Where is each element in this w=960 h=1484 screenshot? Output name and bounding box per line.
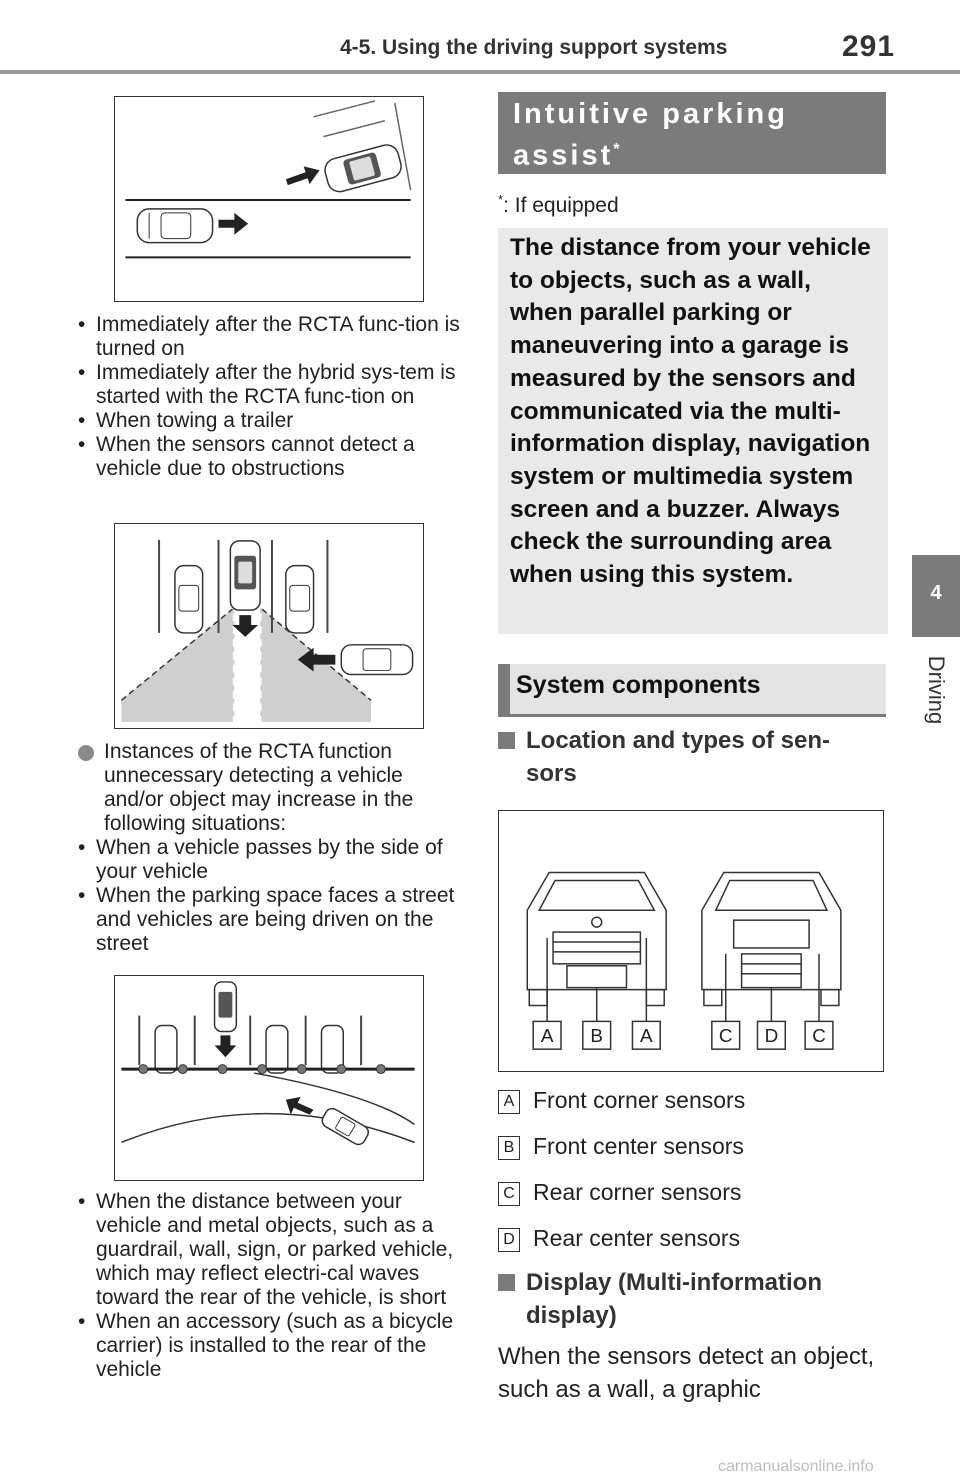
legend-label: Rear corner sensors [533,1179,742,1205]
list-item: • When an accessory (such as a bicycle carrier) is installed to the rear of the vehicle [78,1310,468,1382]
figure-label: A [640,1025,653,1047]
vehicle-rear-view [702,873,841,1006]
section-title: 4-5. Using the driving support systems [340,36,728,59]
list-item: • When the sensors cannot detect a vehicle due to obstructions [78,433,468,481]
figure-backing-out-drawing [115,97,423,301]
car-top-view-moving [320,1106,371,1147]
figure-street-parking-drawing [115,976,423,1180]
body-text: When the sensors detect an object, such as a wall, a graphic [498,1343,875,1403]
figure-label: D [764,1025,779,1047]
legend-key: A [498,1090,520,1114]
figure-backing-out [114,96,424,302]
heading-footnote-mark: * [613,141,620,158]
list-item: • When towing a trailer [78,409,468,433]
sub-heading-display: Display (Multi-information display) [498,1266,878,1332]
arrow-right-icon [218,213,248,235]
legend-key: C [498,1182,520,1206]
car-top-view-own [215,982,237,1032]
header-rule [0,70,960,74]
list-item: • When the parking space faces a street and vehicles are being driven on the street [78,884,468,956]
figure-label: B [590,1025,604,1047]
obstruction-list [78,313,468,481]
summary-text: The distance from your vehicle to objects, such as a wall, when parallel parking or maneuvering into a garage is measured by the sensors and communicated via the multi-information display, navigation system or multimedia system screen and a buzzer. Always check the surrounding area when using this system. [510,234,871,589]
figure-sensor-locations-drawing [499,811,883,1071]
figure-detection-zones [114,523,424,729]
chapter-number: 4 [930,582,942,604]
sub-heading-sensors: Location and types of sen-sors [498,724,878,790]
instances-intro: Instances of the RCTA function unnecessary detecting a vehicle and/or object may increase in the following situations: [78,740,468,836]
figure-detection-zones-drawing [115,524,423,728]
car-top-view-3 [175,566,203,633]
page-number: 291 [842,30,896,63]
footnote-mark: * [498,192,504,207]
figure-label: C [812,1025,826,1047]
list-item: • Immediately after the RCTA func-tion is turned on [78,313,468,361]
figure-street-parking [114,975,424,1181]
section-heading-bar [498,92,886,174]
vehicle-front-view [527,873,666,1006]
summary-box [498,228,888,634]
legend-label: Front corner sensors [533,1087,746,1113]
chapter-label: Driving [924,655,949,725]
footnote-text: : If equipped [503,194,619,217]
arrow-down-icon [232,615,258,637]
car-top-view-4 [286,566,314,633]
footnote [498,192,619,218]
figure-label: A [540,1025,554,1047]
legend-key: D [498,1228,520,1252]
car-top-view-own [230,541,260,610]
arrow-left-icon [286,166,320,185]
car-top-view-2 [137,209,212,243]
legend-label: Front center sensors [533,1133,744,1159]
arrow-left-icon [286,1097,314,1115]
watermark: carmanualsonline.info [718,1458,874,1475]
list-item: • When a vehicle passes by the side of your vehicle [78,836,468,884]
instances-section [78,740,468,956]
section-heading: Intuitive parking assist [513,98,788,172]
legend-label: Rear center sensors [533,1225,741,1251]
car-top-view-5 [341,645,412,675]
arrow-down-icon [215,1035,237,1057]
figure-label: C [718,1025,733,1047]
subsection-heading-bar [498,664,886,714]
car-top-view-1 [322,142,403,194]
figure-sensor-locations [498,810,884,1072]
subsection-heading: System components [516,671,761,699]
list-item: • Immediately after the hybrid sys-tem is started with the RCTA func-tion on [78,361,468,409]
metal-objects-list [78,1190,468,1382]
list-item: • When the distance between your vehicle and metal objects, such as a guardrail, wall, sign, or parked vehicle, which may reflect electri-cal waves toward the rear of the vehicle, is short [78,1190,468,1310]
legend-key: B [498,1136,520,1160]
